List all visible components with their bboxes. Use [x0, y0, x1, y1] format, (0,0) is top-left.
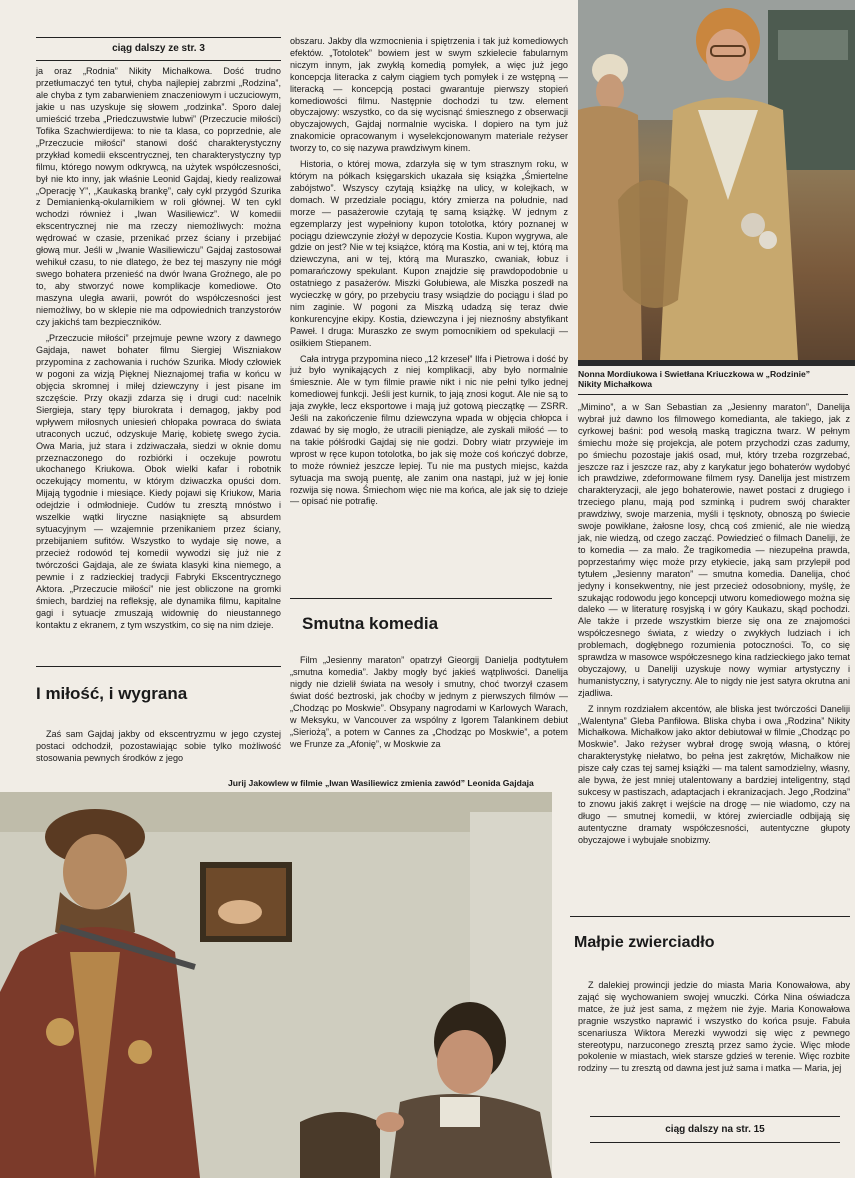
photo-rodzina-illustration [578, 0, 855, 360]
col3-body-2 [578, 980, 850, 1079]
photo-iwan-caption: Jurij Jakowlew w filmie „Iwan Wasiliewicz zmienia zawód” Leonida Gajdaja [228, 778, 534, 788]
col1-section-rule [36, 666, 281, 667]
col2-paragraph: Historia, o której mowa, zdarzyła się w tym strasznym roku, w którym na półkach księgarskich ukazała się książka „Śmiertelne zabójstwo”. Wszyscy czytają książkę na ulicy, w kolejkach, w domach. W przedziale pociągu, który zmierza na południe, nad morze — pasażerowie czytają tę samą książkę. W jednym z egzemplarzy jest wypełniony kupon totolotka, który poznanej w pociągu dziewczynie złożył w depozycie Kostia. Kupon wygrywa, ale gdzie on jest? Nie w tej książce, którą ma Kostia, ani w tej, którą ma dziewczyna, ani w tej, którą ma Muraszko, cwaniak, łobuz i pomarańczowy spekulant. Kupon znajdzie się prawdopodobnie u ostatniego z pasażerów. Miszki Gołubiewa, ale Miszka poszedł na wycieczkę w góry, po przebyciu trasy wsiądzie do pociągu i ślad po nim zaginie. W pogoni za Miszką udadzą się teraz dwie konkurencyjne ekipy. Kostia, dziewczyna i jej nieznośny abstyfikant Paweł. I druga: Muraszko ze swym pomocnikiem od spekulacji — osiłkiem Stiepanem. [290, 159, 568, 348]
col3-footer-rule [590, 1116, 840, 1117]
col1-paragraph: Zaś sam Gajdaj jakby od ekscentryzmu w jego czystej postaci odchodził, pozostawiając sobie tylko możliwość stosowania pewnych środków z jego [36, 729, 281, 763]
col2-paragraph: Film „Jesienny maraton” opatrzył Gieorgij Danielja podtytułem „smutna komedia”. Jakby mogły być jakieś wątpliwości. Danelija nigdy nie dzielił świata na wesoły i smutny, choć tworzył czasem świat dość beztroski, jak choćby w jednym z pierwszych filmów — „Chodząc po Moskwie”. Obsypany nagrodami w Karlowych Warach, w Meksyku, w Vancouver za wspólny z Igorem Talankinem debiut „Sieriożą”, a potem w Cannes za „Chodząc po Moskwie”, a potem we Frunze za „Afonię”, w Moskwie za [290, 655, 568, 749]
photo-iwan-illustration [0, 792, 552, 1178]
col2-paragraph: Cała intryga przypomina nieco „12 krzeseł” Ilfa i Pietrowa i dość by już było wynikających z niej komplikacji, aby było normalnie śmiesznie. Ale w tym filmie prawie nikt i nic nie pełni tylko jednej komediowej funkcji. Jeśli jest kurnik, to jają znosi kogut. Ale nie są to jaja zwykłe, lecz eksportowe i mają już gotową pieczątkę — ZSRR. Jeśli na zakończenie filmu dziewczyna wpada w objęcia chłopca i zdawać by się mogło, że utracili pieniądze, ale zyskali miłość — to na takie półśrodki Gajdaj się nie godzi. Dobry wiatr przywieje im wprost w ręce kupon totolotka, bo jak się może coś kończyć dobrze, to może również jeszcze lepiej. Tu nie ma pustych miejsc, każda sytuacja ma swoją puentę, ale zanim ona nastąpi, już w jej łonie rozwija się nowa. Śmiechom więc nie ma końca, ale jak się to dzieje — opisać nie potrafię. [290, 353, 568, 507]
col2-section-rule [290, 598, 552, 599]
photo-rodzina [578, 0, 855, 360]
heading-malpie-zwierciadlo: Małpie zwierciadło [574, 934, 715, 951]
photo-rodzina-caption: Nonna Mordiukowa i Swietłana Kriuczkowa w „Rodzinie” Nikity Michałkowa [578, 369, 811, 390]
col1-paragraph: „Przeczucie miłości” przejmuje pewne wzory z dawnego Gajdaja, nawet bohater filmu Siergiej Wiszniakow przypomina z zachowania i ruchów Szurika. Młody człowiek w pogoni za wizją Pięknej Nieznajomej trafia w końcu w objęcia skromnej i miłej dziewczyny i jest pisane im szczęście. Przy okazji zdarza się i drugi cud: nacelnik Siergieja, stary tępy biurokrata i demagog, jakby pod wpływem miłosnych uniesień chłopaka powraca do świata utraconych uczuć, odzyskuje Marię, kobietę swego życia. Owa Maria, już stara i zdziwaczała, siedzi w oknie domu przeznaczonego do rozbiórki i oczekuje powrotu ukochanego Kriukowa. Obok wielki kafar i robotnik oczekujący momentu, w którym dziwaczka opuści dom. Mijają tygodnie i miesiące. Kiedy pojawi się Kriukow, Maria odejdzie i odmłodnieje. Cudów tu zresztą mnóstwo i wszelkie wątki liryczne nasiąknięte są absurdem sytuacyjnym — wzajemnie przenikaniem przez ściany, przebijaniem sufitów. Wszystko to wydaje się nowe, a przecież rodowód tej komedii wywodzi się już nie z twórczości Gajdaja, ale ze świata klasyki kina niemego, a pewnie i z radzieckiej tradycji Fabryki Ekscentrycznego Aktora. „Przeczucie miłości” nie jest obliczone na gromki śmiech, bardziej na refleksję, ale dynamika filmu, kapitalne gagi i sytuacje zmuszają widownię do nieustannego kontaktu z ekranem, z tym wszystkim, co się na nim dzieje. [36, 332, 281, 630]
col3-caption-rule [578, 394, 848, 395]
col2-body [290, 36, 568, 512]
col1-body [36, 66, 281, 636]
col3-bottom-rule [590, 1142, 840, 1143]
col1-paragraph: ja oraz „Rodnia” Nikity Michałkowa. Dość trudno przetłumaczyć ten tytuł, chyba najlepiej zabrzmi „Rodzina”, ale chyba z tym zabarwieniem znaczeniowym i uczuciowym, jakie u nas uzyskuje się słowem „rodzinka”. Sporo dalej umieścić trzeba „Priedczuwstwie lubwi” (Przeczucie miłości) Tofika Szachwierdijewa: to nie ta klasa, co poprzednie, ale „Przeczucie miłości” stanowi dość charakterystyczny przykład komedii ekscentrycznej, ten charakterystyczny typ filmu, którego nowym odkrywcą, na użytek współczesności, był nie kto inny, jak właśnie Leonid Gajdaj, kiedy realizował „Operację Y”, „Kaukaską brankę”, cały cykl przygód Szurika z Demianienką-okularnikiem w roli głównej. W ten cykl wchodzi również i „Iwan Wasiliewicz”. W komedii ekscentrycznej nie ma rzeczy niemożliwych: można wędrować w czasie, przenikać przez ściany i przebijać głową mur. Jeśli w „Iwanie Wasiliewiczu” Gajdaj zastosował wehikuł czasu, to nie dlatego, że bez tej maszyny nie mógł swego bohatera przenieść na dwór Iwana Groźnego, ale po to, aby stworzyć nowe komplikacje komediowe. Oto maszyna uległa awarii, powrót do współczesności jest niemożliwy, bo w sklepie nie ma odpowiednich tranzystorów czy jakichś tam bezpieczników. [36, 66, 281, 328]
col3-paragraph: Z dalekiej prowincji jedzie do miasta Maria Konowałowa, aby zająć się wychowaniem swojej wnuczki. Córka Nina oświadcza matce, że już jest sama, z mężem nie żyje. Maria Konowałowa pragnie wszystko naprawić i wszystko do końca psuje. Fabuła scenariusza Wiktora Merezki wywodzi się więc z pewnego stereotypu, narzuconego zresztą przez samo życie. Więc młode pokolenie w miastach, wiek starsze gdzieś w terenie. Więc rozbite rodziny — tu zresztą od dawna jest już sama i matka — Maria, jej [578, 980, 850, 1074]
col1-top-rule [36, 37, 281, 38]
col3-body [578, 402, 850, 851]
caption-bar [578, 360, 855, 366]
col3-section-rule [570, 916, 850, 917]
col3-paragraph: Z innym rozdziałem akcentów, ale bliska jest twórczości Daneliji „Walentyna” Gleba Panfiłowa. Bliska chyba i owa „Rodzina” Nikity Michałkowa. Michałkow jako aktor debiutował w filmie „Chodząc po Moskwie”. Jako reżyser wybrał drogę swoją własną, o której charakterystykę niełatwo, bo pełna jest zakrętów, Michałkow nie pisze cały czas tej samej książki — ma talent samodzielny, własny, ale bywa, że jest mniej utalentowany a bardziej inteligentny, stąd sukcesy w pastiszach, adaptacjach i ekranizacjach. Jego „Rodzina” to znowu jakiś zakręt i wejście na drogę — nie wiadomo, czy na długo — smutnej komedii, w której zwierciadle odbijają się autentyczne dramaty współczesności, autentyczne głupoty obyczajowe i wybujałe snobizmy. [578, 703, 850, 845]
continued-from-label: ciąg dalszy ze str. 3 [112, 43, 205, 54]
col2-paragraph: obszaru. Jakby dla wzmocnienia i spiętrzenia i tak już komediowych efektów. „Totolotek” bowiem jest w swym szkielecie fabularnym niczym innym, jak zwykłą komedią pomyłek, a więc już jego koncepcja literacka z całym ciągiem tych pomyłek i ze wstępną — literacką — koncepcją postaci gwarantuje pierwszy stopień komediowości filmu. Następnie dochodzi tu tzw. element obyczajowy: wszystko, co da się wycisnąć śmiesznego z obserwacji obyczajowych, Gajdaj normalnie wyciska. I dopiero na tym już znakomicie opracowanym i wyselekcjonowanym materiale reżyser tworzy to, co się nazywa prawdziwym kinem. [290, 36, 568, 154]
heading-i-milosc: I miłość, i wygrana [36, 684, 188, 703]
continued-to-label: ciąg dalszy na str. 15 [665, 1124, 765, 1135]
col3-paragraph: „Mimino”, a w San Sebastian za „Jesienny maraton”, Danelija wybrał już dawno los filmowego komedianta, ale takiego, jak z cyrkowej baśni: pod wesołą maską tragiczna twarz. W pełnym śmiechu może się projekcja, ale potem przychodzi czas zadumy, po śmiechu pozostaje jakiś osad, muł, który trzeba rozgrzebać, jeszcze raz i jeszcze raz, aby z karykatur jego bohaterów wydobyć ich prawdziwe, zdeformowane filmem rysy. Danelija jest mistrzem charakteryzacji, ale jego bohaterowie, nawet postaci z drugiego i trzeciego planu, mają pod szminką i pudrem swój charakter prawdziwy, swoje marzenia, myśli i tęsknoty, obnoszą po świecie swoje powikłane, żałosne losy, chcą coś zmienić, ale nie wiedzą jak, nie wiedzą, od czego zacząć. Powiedzieć o filmach Daneliji, że to komedia — za mało. Że tragikomedia — niezupełna prawda, poprzestańmy więc może przy etykiecie, jaką sam przylepił pod tytułem „Jesienny maraton” — smutna komedia. Danelija, choć jedyny i konsekwentny, nie jest przecież odosobniony, myślę, że szukając rodowodu jego koncepcji utworu komediowego można się daleko — w literaturę rosyjską i w góry Kaukazu, skąd pochodzi. Ale także i przede wszystkim bierze się ona ze znajomości współczesnego świata, z wiedzy o zwykłych ludziach i ich problemach, dogłębnego rozumienia potoczności. To, co się sprawdza w masowce współczesnego kina radzieckiego jako temat obyczajowy, u Daneliji uzyskuje nowy wymiar artystyczny i humanistyczny, i satyryczny. Ale to nigdy nie jest satyra okrutna ani zjadliwa. [578, 402, 850, 698]
heading-smutna-komedia: Smutna komedia [302, 614, 439, 633]
col1-body-2 [36, 728, 281, 768]
col2-body-2 [290, 654, 568, 754]
photo-iwan-wasiliewicz [0, 792, 552, 1178]
col1-header-rule [36, 60, 281, 61]
